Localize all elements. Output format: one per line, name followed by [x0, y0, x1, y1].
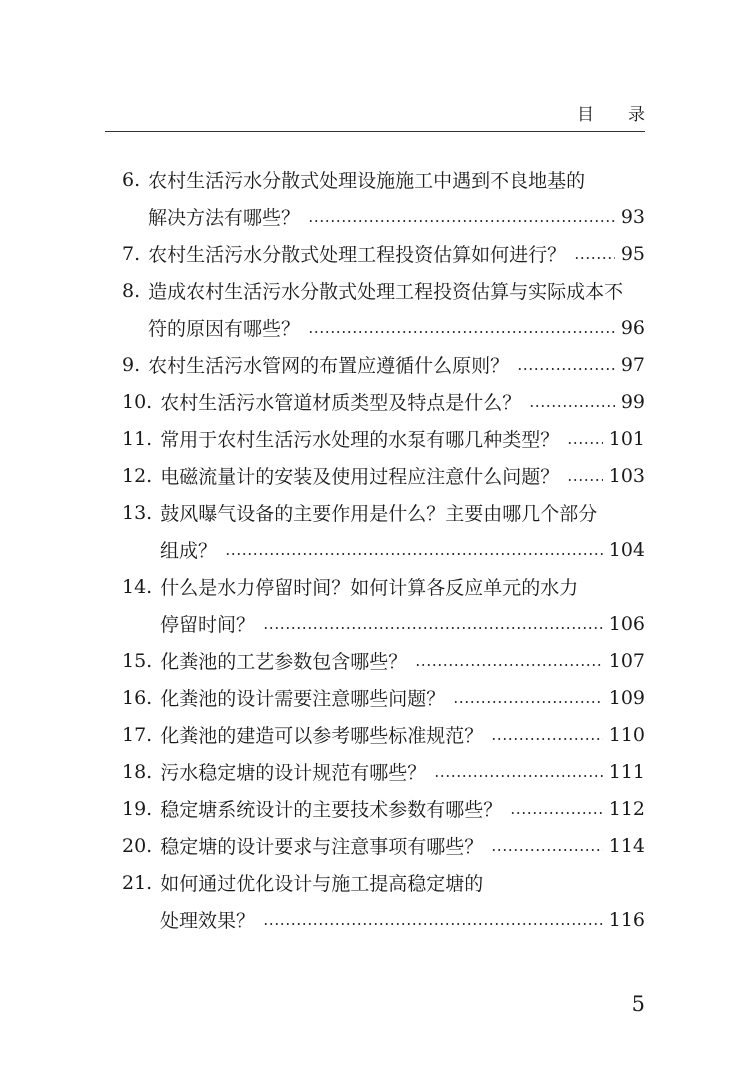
entry-number: 12. [122, 464, 153, 487]
entry-title: 化粪池的工艺参数包含哪些？ [160, 651, 408, 673]
entry-title: 造成农村生活污水分散式处理工程投资估算与实际成本不 [148, 281, 624, 303]
toc-line [122, 346, 645, 383]
entry-number: 21. [122, 871, 153, 894]
page-number: 5 [631, 992, 645, 1016]
toc-line [122, 753, 645, 790]
entry-number: 17. [122, 723, 153, 746]
entry-title: 稳定塘的设计要求与注意事项有哪些？ [160, 836, 484, 858]
toc-line [122, 531, 645, 568]
entry-page-number: 101 [608, 427, 645, 450]
entry-page-number: 116 [608, 908, 645, 931]
dot-leader [567, 442, 603, 444]
entry-number: 19. [122, 797, 153, 820]
entry-page-number: 112 [608, 797, 645, 820]
entry-title: 农村生活污水管道材质类型及特点是什么？ [160, 392, 522, 414]
running-header-char-1: 目 [577, 105, 594, 125]
entry-title: 化粪池的建造可以参考哪些标准规范？ [160, 725, 484, 747]
toc-line [122, 457, 645, 494]
entry-number: 7. [122, 242, 141, 265]
entry-number: 18. [122, 760, 153, 783]
entry-number: 15. [122, 649, 153, 672]
entry-number: 9. [122, 353, 141, 376]
toc-line [122, 235, 645, 272]
entry-number: 14. [122, 575, 153, 598]
toc-line [122, 790, 645, 827]
toc-line [122, 420, 645, 457]
entry-title: 什么是水力停留时间？如何计算各反应单元的水力 [160, 577, 579, 599]
dot-leader [491, 849, 603, 851]
entry-title: 农村生活污水管网的布置应遵循什么原则？ [148, 355, 510, 377]
toc-line [122, 901, 645, 938]
toc-line [122, 272, 645, 309]
entry-title: 污水稳定塘的设计规范有哪些？ [160, 762, 427, 784]
dot-leader [491, 738, 603, 740]
entry-title: 解决方法有哪些？ [148, 207, 301, 229]
entry-page-number: 107 [608, 649, 645, 672]
dot-leader [529, 405, 615, 407]
entry-title: 化粪池的设计需要注意哪些问题？ [160, 688, 446, 710]
toc-line [122, 716, 645, 753]
entry-number: 11. [122, 427, 153, 450]
entry-page-number: 95 [620, 242, 645, 265]
dot-leader [263, 627, 603, 629]
dot-leader [517, 368, 615, 370]
entry-title: 农村生活污水分散式处理工程投资估算如何进行？ [148, 244, 567, 266]
dot-leader [308, 331, 615, 333]
toc-line [122, 605, 645, 642]
toc-line [122, 161, 645, 198]
dot-leader [415, 664, 603, 666]
entry-page-number: 97 [620, 353, 645, 376]
entry-page-number: 96 [620, 316, 645, 339]
entry-page-number: 109 [608, 686, 645, 709]
entry-page-number: 99 [620, 390, 645, 413]
dot-leader [434, 775, 603, 777]
dot-leader [263, 923, 603, 925]
toc-line [122, 494, 645, 531]
running-header-char-2: 录 [628, 105, 645, 125]
entry-page-number: 114 [608, 834, 645, 857]
dot-leader [308, 220, 615, 222]
entry-page-number: 103 [608, 464, 645, 487]
entry-title: 鼓风曝气设备的主要作用是什么？主要由哪几个部分 [160, 503, 598, 525]
toc-line [122, 864, 645, 901]
toc-line [122, 642, 645, 679]
dot-leader [510, 812, 603, 814]
toc-line [122, 827, 645, 864]
entry-number: 8. [122, 279, 141, 302]
entry-title: 处理效果？ [160, 910, 256, 932]
toc-line [122, 383, 645, 420]
entry-title: 停留时间？ [160, 614, 256, 636]
entry-number: 20. [122, 834, 153, 857]
entry-number: 6. [122, 168, 141, 191]
dot-leader [567, 479, 603, 481]
entry-title: 如何通过优化设计与施工提高稳定塘的 [160, 873, 484, 895]
entry-title: 稳定塘系统设计的主要技术参数有哪些？ [160, 799, 503, 821]
toc-line [122, 309, 645, 346]
entry-page-number: 106 [608, 612, 645, 635]
entry-title: 组成？ [160, 540, 218, 562]
toc-line [122, 568, 645, 605]
dot-leader [453, 701, 603, 703]
entry-page-number: 93 [620, 205, 645, 228]
entry-title: 电磁流量计的安装及使用过程应注意什么问题？ [160, 466, 560, 488]
entry-page-number: 111 [608, 760, 645, 783]
toc-line [122, 679, 645, 716]
running-header [577, 100, 645, 125]
toc-line [122, 198, 645, 235]
entry-number: 13. [122, 501, 153, 524]
header-rule [105, 131, 645, 132]
entry-title: 农村生活污水分散式处理设施施工中遇到不良地基的 [148, 170, 586, 192]
entry-page-number: 104 [608, 538, 645, 561]
entry-title: 常用于农村生活污水处理的水泵有哪几种类型？ [160, 429, 560, 451]
entry-number: 16. [122, 686, 153, 709]
entry-title: 符的原因有哪些？ [148, 318, 301, 340]
entry-page-number: 110 [608, 723, 645, 746]
dot-leader [225, 553, 603, 555]
dot-leader [574, 257, 615, 259]
entry-number: 10. [122, 390, 153, 413]
